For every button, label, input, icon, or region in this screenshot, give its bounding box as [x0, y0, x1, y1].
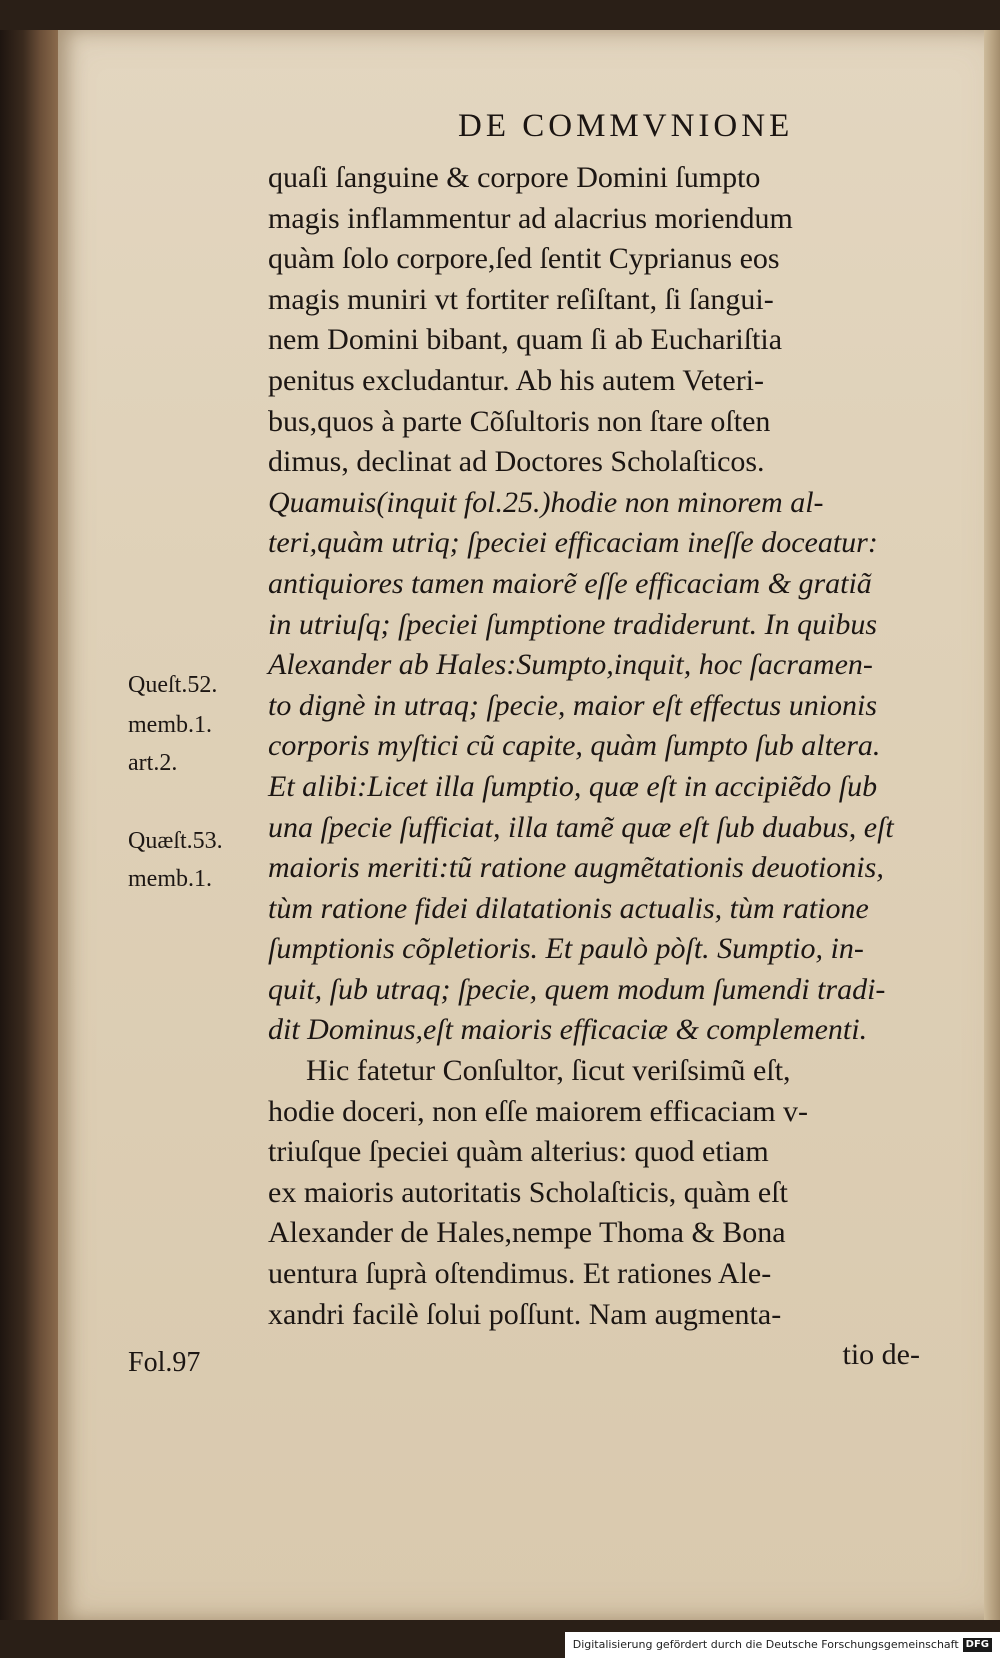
margin-note: art.2. — [128, 750, 178, 776]
text-line: triuſque ſpeciei quàm alterius: quod etiam — [268, 1135, 769, 1169]
text-line: quaſi ſanguine & corpore Domini ſumpto — [268, 161, 761, 194]
margin-note: memb.1. — [128, 712, 212, 738]
quoted-line: in utriuſq; ſpeciei ſumptione tradiderunt. In quibus — [268, 607, 878, 641]
text-line: magis inflammentur ad alacrius moriendum — [268, 201, 793, 235]
margin-note: Queſt.52. — [128, 672, 218, 698]
quoted-line: Et alibi:Licet illa ſumptio, quæ eſt in accipiẽdo ſub — [268, 769, 878, 803]
quoted-line: maioris meriti:tũ ratione augmẽtationis deuotionis, — [268, 851, 884, 885]
quoted-line: antiquiores tamen maiorẽ eſſe efficaciam & gratiã — [268, 566, 872, 600]
text-line: bus,quos à parte Cõſultoris non ſtare oſten — [268, 404, 771, 438]
body-text — [268, 158, 938, 1376]
digitization-credit — [565, 1632, 1000, 1658]
text-line: uentura ſuprà oſtendimus. Et rationes Ale- — [268, 1257, 772, 1291]
dfg-logo: DFG — [963, 1638, 992, 1652]
quoted-line: ſumptionis cõpletioris. Et paulò pòſt. Sumptio, in- — [268, 932, 864, 966]
book-page — [58, 30, 1000, 1620]
text-line: dimus, declinat ad Doctores Scholaſticos. — [268, 445, 765, 479]
margin-notes — [128, 30, 268, 1620]
text-line: xandri facilè ſolui poſſunt. Nam augmenta- — [268, 1297, 782, 1331]
quoted-line: Quamuis(inquit fol.25.)hodie non minorem al- — [268, 485, 824, 519]
quoted-line: Alexander ab Hales:Sumpto,inquit, hoc ſacramen- — [268, 648, 873, 682]
margin-note: Quæſt.53. — [128, 828, 223, 854]
quoted-line: dit Dominus,eſt maioris efficaciæ & complementi. — [268, 1013, 868, 1047]
quoted-line: una ſpecie ſufficiat, illa tamẽ quæ eſt ſub duabus, eſt — [268, 810, 894, 844]
text-line: hodie doceri, non eſſe maiorem efficaciam v- — [268, 1094, 809, 1128]
quoted-line: tùm ratione fidei dilatationis actualis, tùm ratione — [268, 891, 869, 925]
catchword: tio de- — [842, 1338, 920, 1372]
quoted-line: teri,quàm utriq; ſpeciei efficaciam ineſſe doceatur: — [268, 526, 878, 560]
margin-note: memb.1. — [128, 866, 212, 892]
text-line: Alexander de Hales,nempe Thoma & Bona — [268, 1216, 786, 1250]
text-line: nem Domini bibant, quam ſi ab Euchariſtia — [268, 323, 783, 357]
quoted-line: corporis myſtici cũ capite, quàm ſumpto ſub altera. — [268, 729, 881, 763]
text-line: magis muniri vt fortiter reſiſtant, ſi ſangui- — [268, 282, 774, 316]
page-edge — [984, 30, 1000, 1620]
quoted-line: to dignè in utraq; ſpecie, maior eſt effectus unionis — [268, 688, 878, 722]
text-line: penitus excludantur. Ab his autem Veteri- — [268, 363, 765, 397]
text-line: ex maioris autoritatis Scholaſticis, quàm eſt — [268, 1175, 788, 1209]
quoted-line: quit, ſub utraq; ſpecie, quem modum ſumendi tradi- — [268, 972, 886, 1006]
credit-text: Digitalisierung gefördert durch die Deutsche Forschungsgemeinschaft — [572, 1638, 959, 1651]
running-head: DE COMMVNIONE — [458, 108, 794, 144]
book-spine — [0, 30, 58, 1620]
paragraph-start-line: Hic fatetur Conſultor, ſicut veriſsimũ eſt, — [306, 1054, 791, 1088]
margin-note-folio: Fol.97 — [128, 1347, 201, 1378]
text-line: quàm ſolo corpore,ſed ſentit Cyprianus eos — [268, 242, 780, 276]
